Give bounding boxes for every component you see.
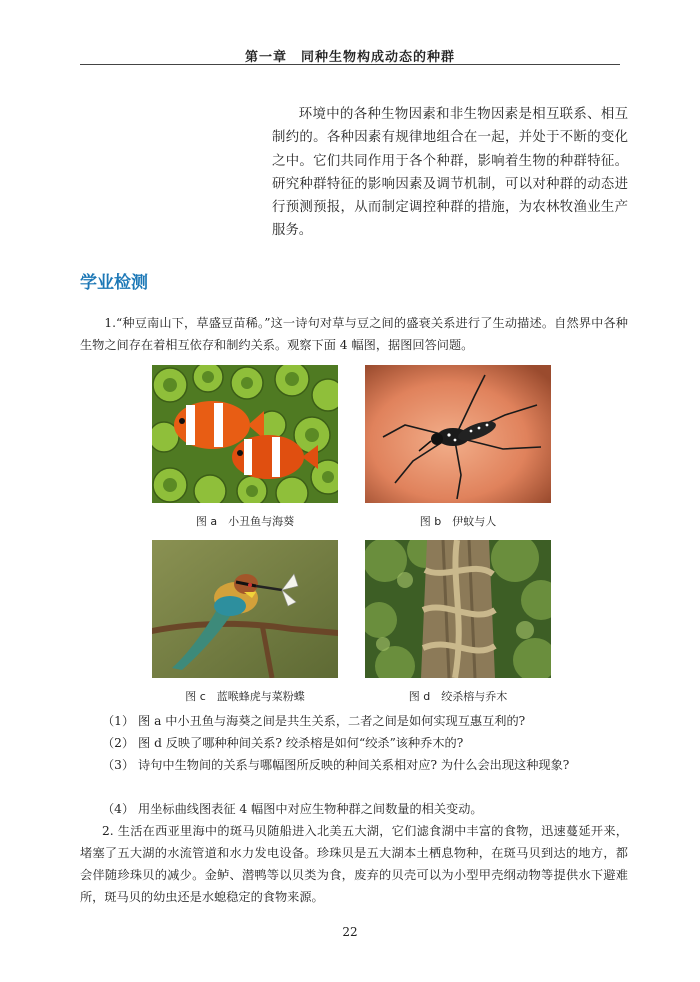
figure-d-caption: 图 d 绞杀榕与乔木	[408, 690, 508, 703]
figure-c	[152, 540, 338, 703]
chapter-title: 第一章 同种生物构成动态的种群	[244, 50, 455, 65]
figure-b	[365, 365, 551, 528]
subquestion-3: （3） 诗句中生物间的关系与哪幅图所反映的种间关系相对应? 为什么会出现这种现象?	[102, 758, 570, 772]
subquestion-2: （2） 图 d 反映了哪种种间关系? 绞杀榕是如何“绞杀”该种乔木的?	[102, 736, 464, 750]
question-1: 1.“种豆南山下，草盛豆苗稀。”这一诗句对草与豆之间的盛衰关系进行了生动描述。自然界中各种生物之间存在着相互依存和制约关系。观察下面 4 幅图，据图回答问题。	[80, 316, 628, 352]
page-number: 22	[342, 925, 358, 939]
figure-d	[365, 540, 551, 703]
figure-c-caption: 图 c 蓝喉蜂虎与菜粉蝶	[185, 690, 305, 703]
question-2: 2. 生活在西亚里海中的斑马贝随船进入北美五大湖，它们滤食湖中丰富的食物，迅速蔓延开来，堵塞了五大湖的水流管道和水力发电设备。珍珠贝是五大湖本土栖息物种，在斑马贝到达的地方，都会伴随珍珠贝的减少。金鲈、潜鸭等以贝类为食，废弃的贝壳可以为小型甲壳纲动物等提供水下避难所，斑马贝的幼虫还是水螅稳定的食物来源。	[80, 824, 628, 904]
mosquito-on-skin-image	[365, 365, 551, 503]
subquestion-1: （1） 图 a 中小丑鱼与海葵之间是共生关系，二者之间是如何实现互惠互利的?	[102, 714, 526, 728]
figure-b-caption: 图 b 伊蚊与人	[419, 515, 497, 528]
header-rule	[80, 64, 620, 65]
strangler-fig-tree-image	[365, 540, 551, 678]
intro-paragraph: 环境中的各种生物因素和非生物因素是相互联系、相互制约的。各种因素有规律地组合在一起，并处于不断的变化之中。它们共同作用于各个种群，影响着生物的种群特征。研究种群特征的影响因素及调节机制，可以对种群的动态进行预测预报，从而制定调控种群的措施，为农林牧渔业生产服务。	[272, 107, 628, 239]
figure-a	[152, 365, 338, 528]
subquestion-4: （4） 用坐标曲线图表征 4 幅图中对应生物种群之间数量的相关变动。	[102, 802, 483, 816]
section-title: 学业检测	[80, 273, 148, 293]
figure-a-caption: 图 a 小丑鱼与海葵	[195, 515, 295, 528]
bee-eater-butterfly-image	[152, 540, 338, 678]
clownfish-anemone-image	[152, 365, 338, 503]
page-header	[0, 0, 700, 66]
